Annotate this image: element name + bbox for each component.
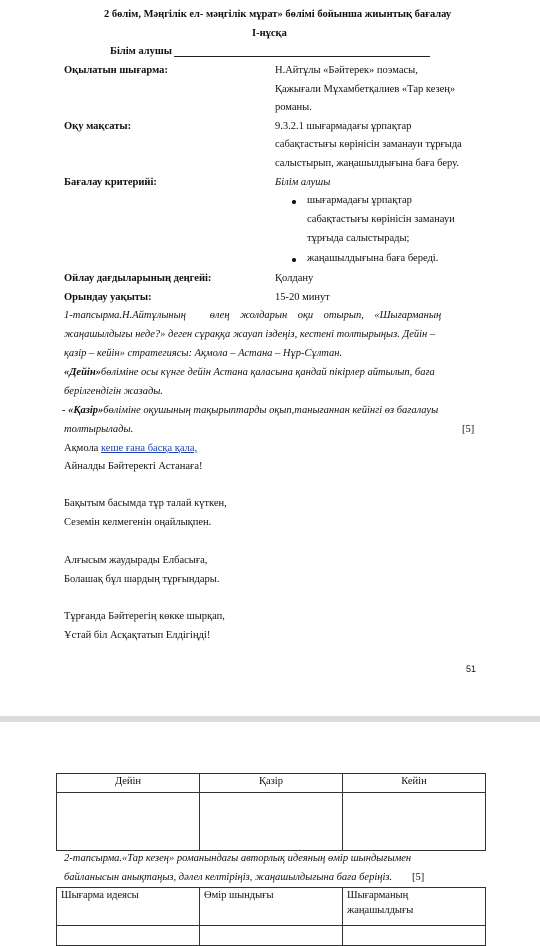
work-line-3: романы. bbox=[275, 102, 312, 113]
task1-line-1: 1-тапсырма.Н.Айтұлының өлең жолдарын оқи отырып, «Шығарманың bbox=[64, 310, 442, 321]
task1-score: [5] bbox=[462, 424, 475, 435]
bullet-icon bbox=[292, 200, 296, 204]
criteria-bullet1-line3: тұрғыда салыстырады; bbox=[307, 233, 410, 244]
table2-header-novelty-line1: Шығарманың bbox=[347, 890, 409, 901]
criteria-intro: Білім алушы bbox=[275, 177, 331, 188]
poem-line-1 bbox=[64, 443, 197, 454]
table-idea-reality-novelty bbox=[56, 887, 486, 946]
task1-qazir-line bbox=[62, 405, 438, 416]
poem-line-6: Болашақ бұл шардың тұрғындары. bbox=[64, 574, 220, 585]
work-line-1: Н.Айтұлы «Бәйтерек» поэмасы, bbox=[275, 65, 418, 76]
page-number: 51 bbox=[466, 664, 477, 674]
dein-keyword: «Дейін» bbox=[64, 367, 101, 378]
poem-line-3: Бақытым басымда тұр талай күткен, bbox=[64, 498, 227, 509]
table2-cell-reality[interactable] bbox=[200, 926, 343, 946]
variant-label: І-нұсқа bbox=[252, 28, 287, 39]
table1-cell-dein[interactable] bbox=[57, 793, 200, 851]
task2-score: [5] bbox=[412, 872, 425, 883]
task1-dein-line-2: берілгендігін жазады. bbox=[64, 386, 164, 397]
goal-line-1: 9.3.2.1 шығармадағы ұрпақтар bbox=[275, 121, 412, 132]
criteria-bullet2: жаңашылдығына баға береді. bbox=[307, 253, 439, 264]
page-separator bbox=[0, 716, 540, 722]
task1-line-3: қазір – кейін» стратегиясы: Ақмола – Астана – Нұр-Сұлтан. bbox=[64, 348, 343, 359]
student-name-line bbox=[174, 56, 430, 57]
work-line-2: Қажығали Мұхамбетқалиев «Тар кезең» bbox=[275, 84, 456, 95]
task2-line-2: байланысын анықтаңыз, дәлел келтіріңіз, жаңашылдығына баға беріңіз. bbox=[64, 872, 393, 883]
level-value: Қолдану bbox=[275, 273, 314, 284]
table1-cell-qazir[interactable] bbox=[200, 793, 343, 851]
task2-line-1: 2-тапсырма.«Тар кезең» романындағы авторлық идеяның өмір шындығымен bbox=[64, 853, 412, 864]
table2-header-novelty-line2: жаңашылдығы bbox=[347, 905, 414, 916]
task1-qazir-line-2: толтырылады. bbox=[64, 424, 134, 435]
table2-cell-idea[interactable] bbox=[57, 926, 200, 946]
poem-link[interactable]: кеше ғана басқа қала, bbox=[100, 443, 198, 454]
dein-text: бөліміне осы күнге дейін Астана қаласына қандай пікірлер айтылып, баға bbox=[100, 367, 435, 378]
qazir-keyword: Қазір» bbox=[73, 405, 104, 416]
table2-header-reality: Өмір шындығы bbox=[200, 888, 343, 926]
table2-header-idea: Шығарма идеясы bbox=[57, 888, 200, 926]
criteria-bullet1-line2: сабақтастығы көрінісін заманауи bbox=[307, 214, 455, 225]
time-label: Орындау уақыты: bbox=[64, 292, 152, 303]
task1-dein-line bbox=[64, 367, 435, 378]
poem-line-4: Сеземін келмегенін оңайлықпен. bbox=[64, 517, 212, 528]
poem-line-7: Тұрғанда Бәйтерегің көкке шырқап, bbox=[64, 611, 225, 622]
poem-line-5: Алғысым жаудырады Елбасыға, bbox=[64, 555, 208, 566]
level-label: Ойлау дағдыларының деңгейі: bbox=[64, 273, 212, 284]
goal-line-2: сабақтастығы көрінісін заманауи тұрғыда bbox=[275, 139, 462, 150]
student-label: Білім алушы bbox=[110, 46, 172, 57]
task1-line-2: жаңашылдығы неде?» деген сұраққа жауап іздеңіз, кестені толтырыңыз. Дейін – bbox=[64, 329, 436, 340]
qazir-text: бөліміне оқушының тақырыптарды оқып,танығаннан кейінгі өз бағалауы bbox=[103, 405, 439, 416]
goal-line-3: салыстырып, жаңашылдығына баға беру. bbox=[275, 158, 459, 169]
table1-cell-keiin[interactable] bbox=[343, 793, 486, 851]
table1-header-keiin: Кейін bbox=[343, 774, 486, 793]
poem-line-8: Ұстай біл Асқақтатып Елдігіңді! bbox=[64, 630, 211, 641]
bullet-icon bbox=[292, 258, 296, 262]
poem-line-1-text: Ақмола bbox=[64, 443, 101, 454]
criteria-bullet1-line1: шығармадағы ұрпақтар bbox=[307, 195, 412, 206]
table2-cell-novelty[interactable] bbox=[343, 926, 486, 946]
goal-label: Оқу мақсаты: bbox=[64, 121, 132, 132]
time-value: 15-20 минут bbox=[275, 292, 330, 303]
table1-header-dein: Дейін bbox=[57, 774, 200, 793]
table1-header-qazir: Қазір bbox=[200, 774, 343, 793]
poem-line-2: Айналды Бәйтеректі Астанаға! bbox=[64, 461, 203, 472]
document-title: 2 бөлім, Мәңгілік ел- мәңгілік мұрат» бөлімі бойынша жиынтық бағалау bbox=[104, 9, 452, 20]
criteria-label: Бағалау критерийі: bbox=[64, 177, 157, 188]
table-dein-qazir-keiin bbox=[56, 773, 486, 851]
table2-header-novelty bbox=[343, 888, 486, 926]
qazir-prefix: - « bbox=[62, 405, 74, 416]
work-label: Оқылатын шығарма: bbox=[64, 65, 168, 76]
